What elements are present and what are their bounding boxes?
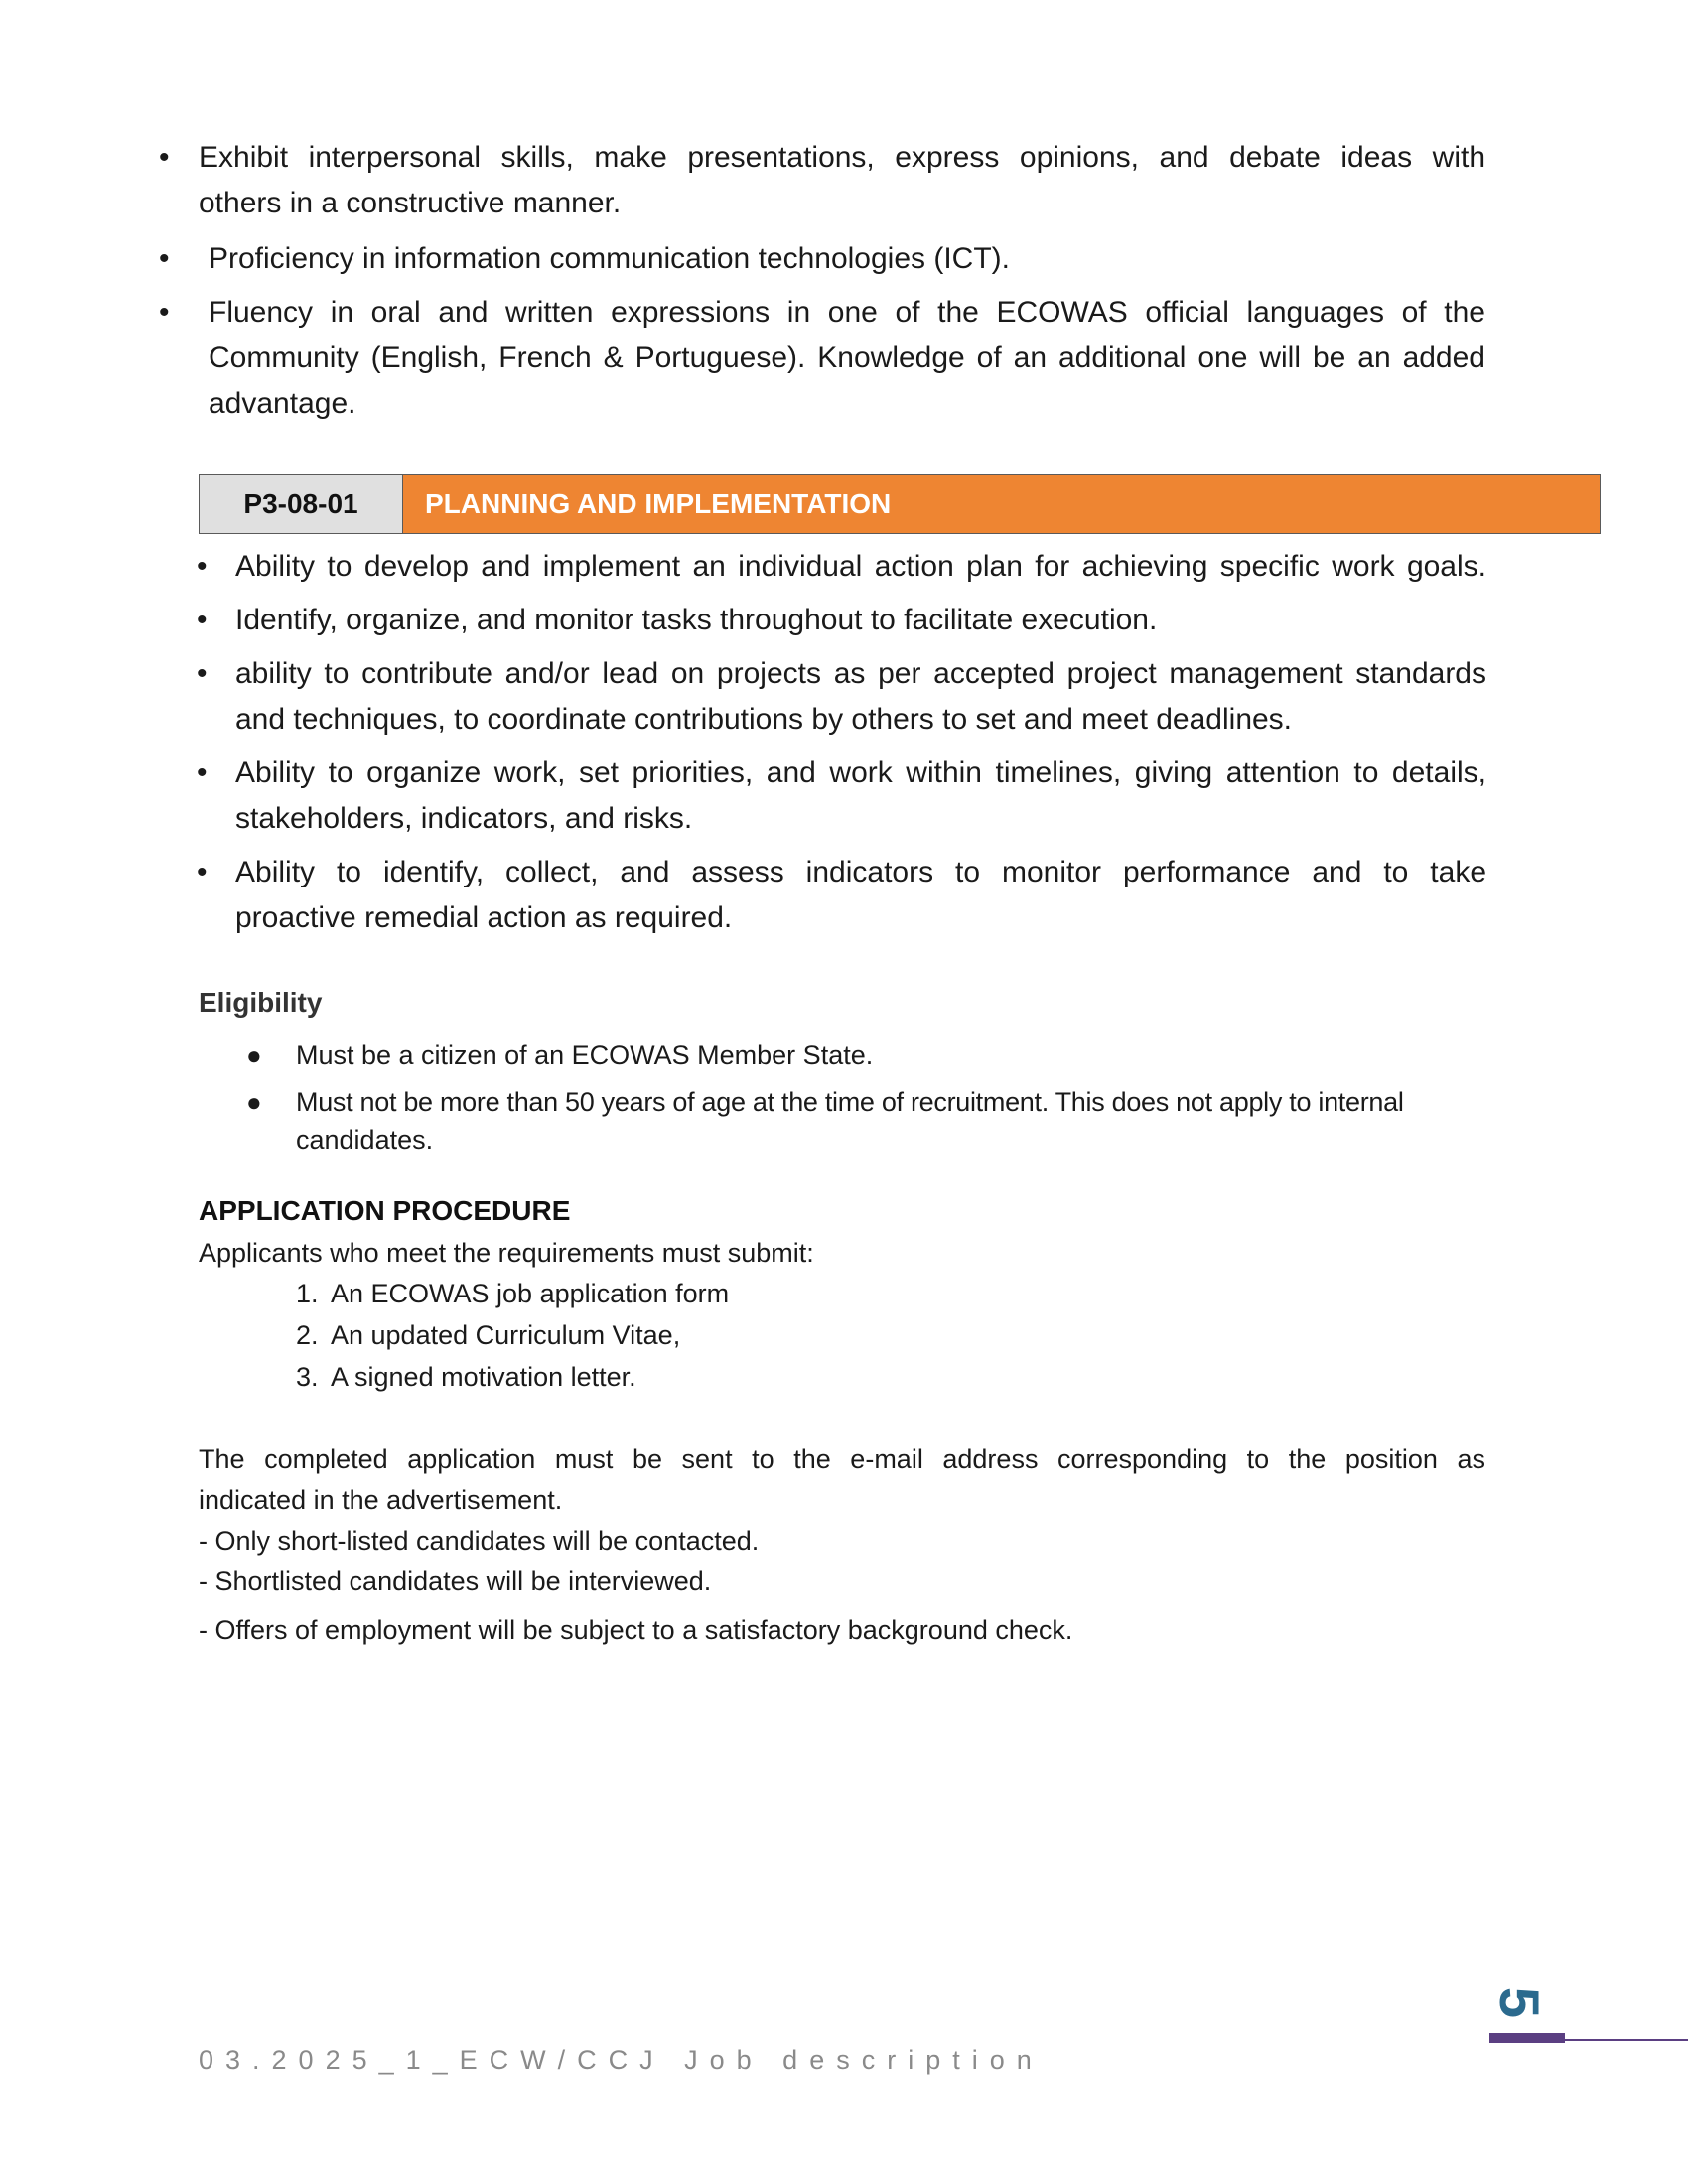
bullet-line: Proficiency in information communication technologies (ICT).: [209, 242, 1010, 275]
footer-accent-bar: [1489, 2033, 1565, 2043]
bullet-line: Ability to organize work, set priorities, and work within timelines, giving attention to details,: [235, 756, 1486, 789]
bullet-line: ability to contribute and/or lead on projects as per accepted project management standards: [235, 657, 1486, 690]
list-item: An updated Curriculum Vitae,: [331, 1320, 681, 1350]
list-number: 2.: [296, 1320, 319, 1350]
bullet-dot: ●: [246, 1040, 262, 1070]
bullet-dot: •: [159, 141, 170, 174]
bullet-dot: •: [197, 604, 208, 636]
bullet-line: stakeholders, indicators, and risks.: [235, 802, 693, 835]
footer-reference: 03.2025_1_ECW/CCJ Job description: [199, 2045, 1044, 2075]
bullet-dot: •: [197, 756, 208, 789]
bullet-line: Community (English, French & Portuguese). Knowledge of an additional one will be an added: [209, 341, 1485, 374]
bullet-line: and techniques, to coordinate contributions by others to set and meet deadlines.: [235, 703, 1293, 736]
bullet-dot: •: [159, 296, 170, 329]
bullet-dot: •: [159, 242, 170, 275]
bullet-dot: •: [197, 856, 208, 888]
eligibility-title: Eligibility: [199, 987, 323, 1018]
bullet-dot: •: [197, 657, 208, 690]
list-number: 1.: [296, 1279, 319, 1308]
bullet-line: Ability to develop and implement an individual action plan for achieving specific work goals.: [235, 550, 1486, 583]
application-note: - Only short-listed candidates will be contacted.: [199, 1526, 760, 1556]
competency-title: PLANNING AND IMPLEMENTATION: [403, 475, 1600, 533]
bullet-line: proactive remedial action as required.: [235, 901, 733, 934]
application-paragraph: The completed application must be sent to the e-mail address corresponding to the position as: [199, 1444, 1485, 1474]
bullet-dot: ●: [246, 1087, 262, 1117]
bullet-dot: •: [197, 550, 208, 583]
application-note: - Shortlisted candidates will be interviewed.: [199, 1567, 712, 1596]
application-note: - Offers of employment will be subject to a satisfactory background check.: [199, 1615, 1073, 1645]
bullet-line: Identify, organize, and monitor tasks throughout to facilitate execution.: [235, 604, 1158, 636]
competency-header: [199, 474, 1601, 534]
list-item: An ECOWAS job application form: [331, 1279, 730, 1308]
eligibility-item: Must not be more than 50 years of age at the time of recruitment. This does not apply to internal: [296, 1087, 1404, 1117]
page-number: 5: [1488, 1986, 1552, 2019]
bullet-line: advantage.: [209, 387, 356, 420]
bullet-line: Fluency in oral and written expressions in one of the ECOWAS official languages of the: [209, 296, 1485, 329]
bullet-line: Ability to identify, collect, and assess indicators to monitor performance and to take: [235, 856, 1486, 888]
bullet-line: Exhibit interpersonal skills, make presentations, express opinions, and debate ideas with: [199, 141, 1485, 174]
competency-code: P3-08-01: [200, 475, 403, 533]
eligibility-item: Must be a citizen of an ECOWAS Member State.: [296, 1040, 874, 1070]
application-paragraph: indicated in the advertisement.: [199, 1485, 563, 1515]
list-number: 3.: [296, 1362, 319, 1392]
application-title: APPLICATION PROCEDURE: [199, 1195, 571, 1226]
eligibility-item: candidates.: [296, 1125, 434, 1155]
application-intro: Applicants who meet the requirements must submit:: [199, 1238, 814, 1268]
list-item: A signed motivation letter.: [331, 1362, 636, 1392]
footer-accent-line: [1565, 2039, 1688, 2041]
bullet-line: others in a constructive manner.: [199, 187, 622, 219]
